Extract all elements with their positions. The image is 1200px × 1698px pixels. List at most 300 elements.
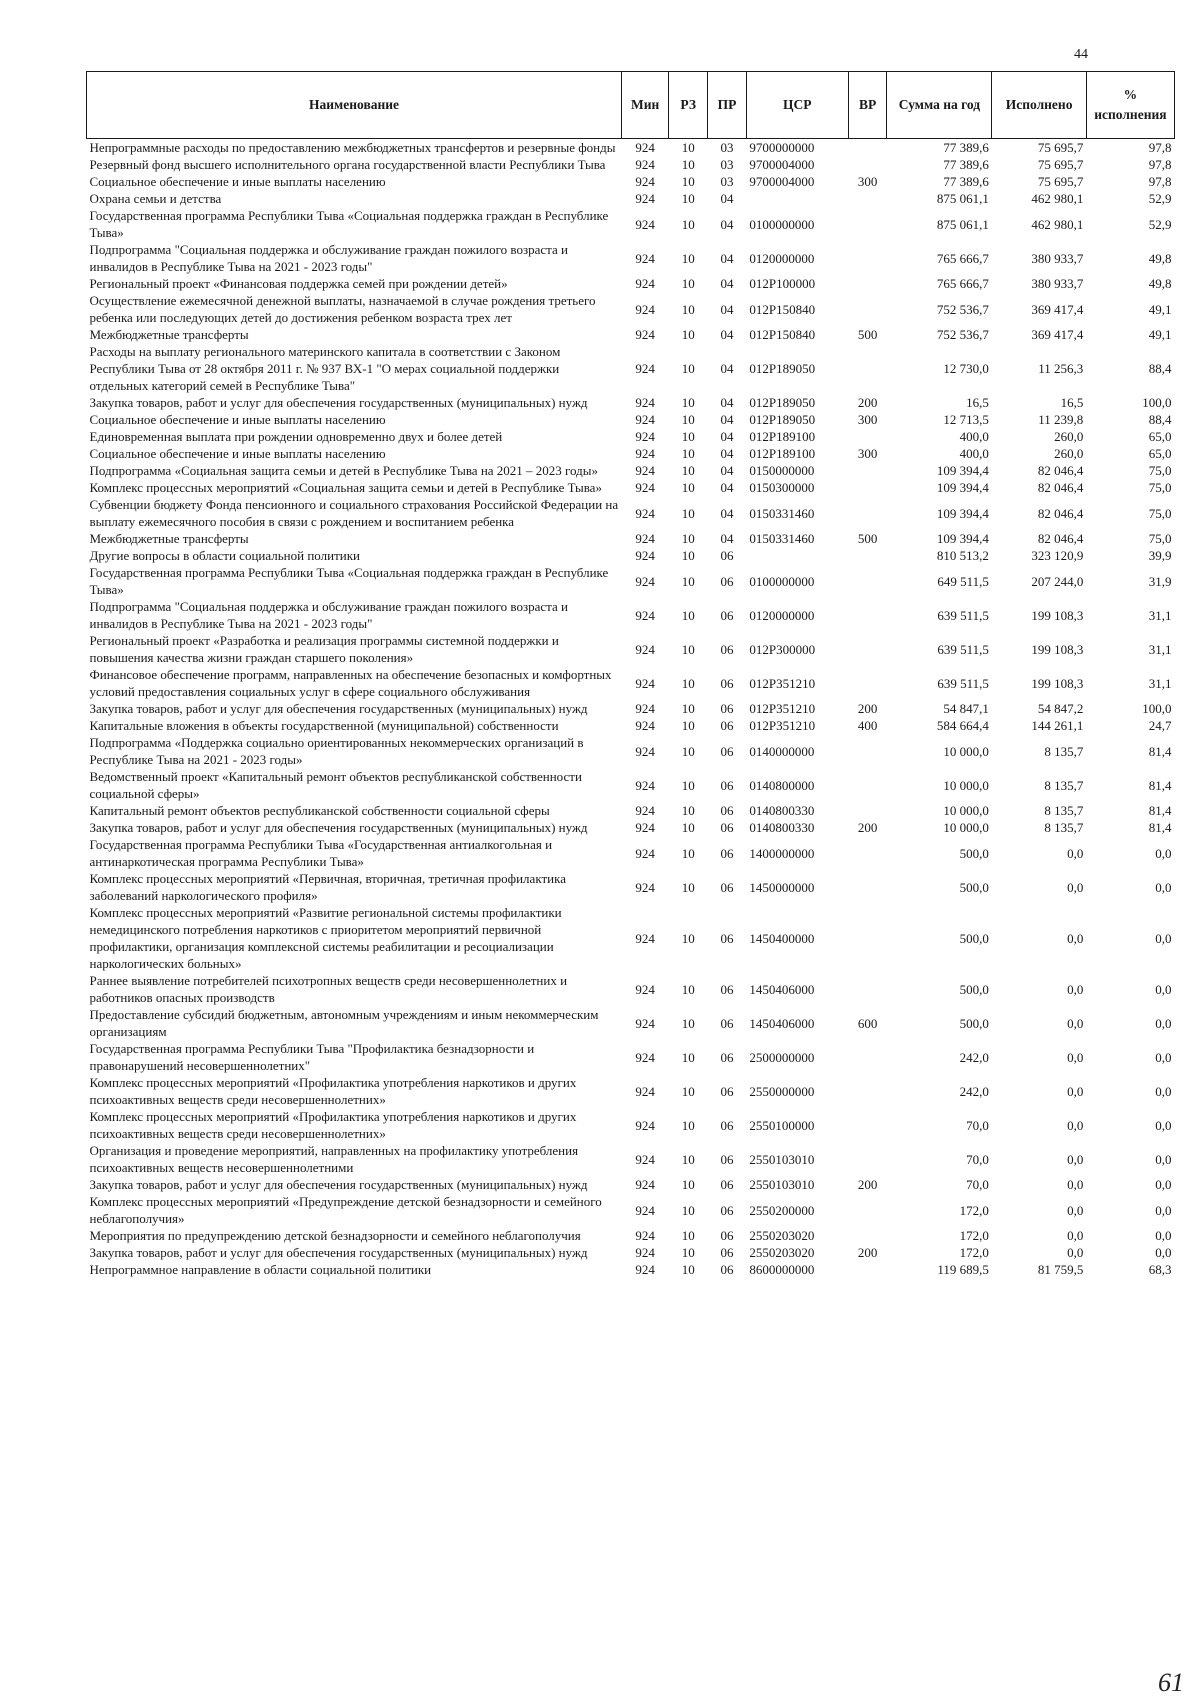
table-row [87, 428, 1175, 445]
row-sum: 77 389,6 [943, 140, 989, 155]
row-name: Комплекс процессных мероприятий «Профилактика употребления наркотиков и других психоактивных веществ среди несовершеннолетних» [89, 1075, 577, 1107]
row-done: 16,5 [1060, 395, 1084, 410]
row-sum: 639 511,5 [937, 641, 989, 657]
row-rz: 10 [681, 480, 695, 495]
row-name: Подпрограмма «Поддержка социально ориентированных некоммерческих организаций в Республике Тыва на 2021 - 2023 годы» [89, 735, 584, 767]
row-sum: 400,0 [959, 429, 989, 444]
row-name: Мероприятия по предупреждению детской безнадзорности и семейного неблагополучия [89, 1228, 581, 1243]
row-min: 924 [635, 463, 655, 478]
table-row [87, 411, 1175, 428]
row-vr [848, 870, 887, 904]
table-row [87, 819, 1175, 836]
table-row [87, 530, 1175, 547]
row-pct: 24,7 [1148, 718, 1172, 733]
row-done: 0,0 [1067, 1015, 1084, 1031]
row-rz: 10 [681, 140, 695, 155]
row-pr: 06 [720, 573, 734, 589]
row-name: Комплекс процессных мероприятий «Профилактика употребления наркотиков и других психоактивных веществ среди несовершеннолетних» [89, 1109, 577, 1141]
row-csr: 1450406000 [749, 981, 815, 997]
row-done: 0,0 [1067, 879, 1084, 895]
row-pr: 06 [720, 803, 734, 818]
header-vr: ВР [848, 72, 887, 139]
row-pct: 68,3 [1148, 1262, 1172, 1277]
row-vr [848, 139, 887, 157]
row-pct: 88,4 [1148, 412, 1172, 427]
row-min: 924 [635, 1228, 655, 1243]
row-vr [848, 666, 887, 700]
header-sum: Сумма на год [887, 72, 992, 139]
row-sum: 70,0 [966, 1177, 989, 1192]
row-vr [848, 564, 887, 598]
row-csr [746, 190, 848, 207]
row-rz: 10 [681, 573, 695, 589]
row-vr: 500 [857, 531, 878, 546]
row-done: 323 120,9 [1031, 548, 1084, 563]
row-csr: 0140800000 [749, 777, 815, 793]
row-vr: 200 [857, 701, 878, 716]
row-rz: 10 [681, 301, 695, 317]
row-csr [746, 547, 848, 564]
row-rz: 10 [681, 276, 695, 291]
row-csr: 012P150840 [749, 327, 816, 342]
row-rz: 10 [681, 641, 695, 657]
table-row [87, 190, 1175, 207]
row-pct: 0,0 [1155, 981, 1172, 997]
row-sum: 875 061,1 [936, 191, 989, 206]
row-min: 924 [635, 395, 655, 410]
table-row [87, 1108, 1175, 1142]
row-name: Комплекс процессных мероприятий «Предупреждение детской безнадзорности и семейного неблагополучия» [89, 1194, 602, 1226]
row-min: 924 [635, 607, 655, 623]
table-row [87, 768, 1175, 802]
row-min: 924 [635, 777, 655, 793]
row-done: 199 108,3 [1031, 675, 1084, 691]
row-done: 0,0 [1067, 1117, 1084, 1133]
row-csr: 012P351210 [749, 675, 816, 691]
row-csr: 8600000000 [749, 1262, 815, 1277]
row-vr [848, 904, 887, 972]
row-name: Государственная программа Республики Тыва «Социальная поддержка граждан в Республике Тыва» [89, 208, 609, 240]
row-name: Закупка товаров, работ и услуг для обеспечения государственных (муниципальных) нужд [89, 1177, 588, 1192]
row-pct: 0,0 [1155, 1245, 1172, 1260]
row-rz: 10 [681, 845, 695, 861]
row-vr [848, 241, 887, 275]
row-pct: 31,9 [1148, 573, 1172, 589]
row-vr [848, 598, 887, 632]
header-name: Наименование [87, 72, 622, 139]
row-sum: 10 000,0 [943, 820, 989, 835]
row-min: 924 [635, 675, 655, 691]
row-sum: 109 394,4 [936, 505, 989, 521]
row-done: 0,0 [1067, 845, 1084, 861]
row-csr: 1450406000 [749, 1015, 815, 1031]
row-name: Государственная программа Республики Тыва «Социальная поддержка граждан в Республике Тыва» [89, 565, 609, 597]
row-pct: 49,1 [1148, 301, 1172, 317]
row-csr: 0150331460 [749, 531, 815, 546]
row-done: 11 256,3 [1038, 361, 1084, 376]
row-rz: 10 [681, 395, 695, 410]
row-csr: 012P189050 [749, 395, 816, 410]
row-rz: 10 [681, 879, 695, 895]
row-pct: 0,0 [1155, 1202, 1172, 1218]
row-min: 924 [635, 361, 655, 376]
row-vr [848, 802, 887, 819]
row-vr: 200 [857, 1177, 878, 1192]
row-done: 199 108,3 [1031, 641, 1084, 657]
row-pr: 04 [720, 361, 734, 376]
row-csr: 2500000000 [749, 1049, 815, 1065]
row-pr: 06 [720, 641, 734, 657]
row-pct: 0,0 [1155, 1083, 1172, 1099]
row-rz: 10 [681, 174, 695, 189]
row-sum: 54 847,1 [943, 701, 989, 716]
row-name: Подпрограмма "Социальная поддержка и обслуживание граждан пожилого возраста и инвалидов в Республике Тыва на 2021 - 2023 годы" [89, 242, 568, 274]
row-rz: 10 [681, 1117, 695, 1133]
row-pct: 0,0 [1155, 1015, 1172, 1031]
row-vr [848, 292, 887, 326]
row-pct: 75,0 [1148, 480, 1172, 495]
row-min: 924 [635, 820, 655, 835]
row-pr: 04 [720, 301, 734, 317]
table-row [87, 564, 1175, 598]
row-sum: 70,0 [966, 1117, 989, 1133]
row-pr: 04 [720, 216, 734, 232]
row-rz: 10 [681, 1202, 695, 1218]
table-row [87, 1244, 1175, 1261]
row-csr: 012P150840 [749, 301, 816, 317]
row-min: 924 [635, 1177, 655, 1192]
row-csr: 1450000000 [749, 879, 815, 895]
row-sum: 70,0 [966, 1151, 989, 1167]
row-pct: 0,0 [1155, 1228, 1172, 1243]
row-name: Организация и проведение мероприятий, направленных на профилактику употребления психоактивных веществ несовершеннолетними [89, 1143, 579, 1175]
row-pr: 04 [720, 395, 734, 410]
row-done: 260,0 [1054, 446, 1084, 461]
row-csr: 012P189100 [749, 446, 816, 461]
row-pr: 06 [720, 718, 734, 733]
row-done: 82 046,4 [1037, 531, 1084, 546]
row-vr [848, 972, 887, 1006]
row-sum: 109 394,4 [936, 531, 989, 546]
row-min: 924 [635, 157, 655, 172]
row-csr: 012P189100 [749, 429, 816, 444]
row-vr: 600 [857, 1015, 878, 1031]
page-number: 44 [1074, 47, 1088, 62]
row-pr: 06 [720, 930, 734, 946]
row-rz: 10 [681, 446, 695, 461]
row-pct: 0,0 [1155, 879, 1172, 895]
row-pr: 06 [720, 1262, 734, 1277]
row-sum: 500,0 [959, 879, 989, 895]
row-name: Субвенции бюджету Фонда пенсионного и социального страхования Российской Федерации на выплату ежемесячного пособия в связи с рождением и воспитанием ребенка [89, 497, 619, 529]
row-csr: 0100000000 [749, 573, 815, 589]
row-min: 924 [635, 743, 655, 759]
row-min: 924 [635, 327, 655, 342]
handwritten-page-mark: 61 [1158, 1668, 1184, 1697]
row-name: Региональный проект «Разработка и реализация программы системной поддержки и повышения качества жизни граждан старшего поколения» [89, 633, 559, 665]
row-sum: 500,0 [959, 845, 989, 861]
row-pct: 31,1 [1148, 607, 1172, 623]
row-csr: 2550203020 [749, 1228, 815, 1243]
row-csr: 0150331460 [749, 505, 815, 521]
header-min: Мин [622, 72, 669, 139]
row-csr: 0140800330 [749, 820, 815, 835]
table-row [87, 156, 1175, 173]
table-row [87, 836, 1175, 870]
row-csr: 9700004000 [749, 157, 815, 172]
row-min: 924 [635, 879, 655, 895]
row-name: Капитальные вложения в объекты государственной (муниципальной) собственности [89, 718, 559, 733]
row-csr: 1400000000 [749, 845, 815, 861]
row-rz: 10 [681, 412, 695, 427]
row-name: Государственная программа Республики Тыва "Профилактика безнадзорности и правонарушений несовершеннолетних" [89, 1041, 535, 1073]
row-min: 924 [635, 1245, 655, 1260]
row-done: 207 244,0 [1031, 573, 1084, 589]
row-min: 924 [635, 845, 655, 861]
row-rz: 10 [681, 548, 695, 563]
table-row [87, 1261, 1175, 1278]
row-csr: 0150300000 [749, 480, 815, 495]
row-pr: 04 [720, 250, 734, 266]
table-row [87, 717, 1175, 734]
row-name: Непрограммное направление в области социальной политики [89, 1262, 432, 1277]
row-pct: 75,0 [1148, 463, 1172, 478]
row-min: 924 [635, 250, 655, 266]
row-csr: 9700004000 [749, 174, 815, 189]
row-vr: 400 [857, 718, 878, 733]
budget-table [86, 71, 1175, 1278]
row-rz: 10 [681, 981, 695, 997]
row-name: Социальное обеспечение и иные выплаты населению [89, 412, 386, 427]
table-row [87, 904, 1175, 972]
row-min: 924 [635, 803, 655, 818]
row-sum: 752 536,7 [936, 301, 989, 317]
row-csr: 012P351210 [749, 701, 816, 716]
table-row [87, 445, 1175, 462]
row-pr: 04 [720, 446, 734, 461]
row-sum: 500,0 [959, 1015, 989, 1031]
row-done: 75 695,7 [1037, 140, 1084, 155]
row-min: 924 [635, 1262, 655, 1277]
row-done: 144 261,1 [1031, 718, 1084, 733]
table-row [87, 1142, 1175, 1176]
table-row [87, 870, 1175, 904]
row-sum: 10 000,0 [943, 743, 989, 759]
row-min: 924 [635, 930, 655, 946]
row-min: 924 [635, 505, 655, 521]
row-pr: 06 [720, 981, 734, 997]
row-name: Финансовое обеспечение программ, направленных на обеспечение безопасных и комфортных условий предоставления социальных услуг в сфере социального обслуживания [89, 667, 612, 699]
row-name: Ведомственный проект «Капитальный ремонт объектов республиканской собственности социальной сферы» [89, 769, 582, 801]
row-csr: 9700000000 [749, 140, 815, 155]
header-csr: ЦСР [746, 72, 848, 139]
row-rz: 10 [681, 1245, 695, 1260]
row-pct: 75,0 [1148, 531, 1172, 546]
row-pr: 06 [720, 743, 734, 759]
row-done: 0,0 [1067, 1202, 1084, 1218]
table-row [87, 292, 1175, 326]
row-sum: 500,0 [959, 981, 989, 997]
row-pr: 04 [720, 276, 734, 291]
row-min: 924 [635, 191, 655, 206]
row-vr [848, 275, 887, 292]
row-sum: 119 689,5 [937, 1262, 989, 1277]
row-name: Комплекс процессных мероприятий «Первичная, вторичная, третичная профилактика заболеваний наркологического профиля» [89, 871, 566, 903]
row-rz: 10 [681, 1049, 695, 1065]
row-done: 81 759,5 [1037, 1262, 1084, 1277]
row-min: 924 [635, 718, 655, 733]
row-name: Осуществление ежемесячной денежной выплаты, назначаемой в случае рождения третьего ребенка или последующих детей до достижения ребенком возраста трех лет [89, 293, 596, 325]
row-pct: 97,8 [1148, 140, 1172, 155]
row-pr: 06 [720, 1245, 734, 1260]
row-min: 924 [635, 531, 655, 546]
table-header-row [87, 72, 1175, 139]
row-pct: 52,9 [1148, 191, 1172, 206]
row-pct: 81,4 [1148, 777, 1172, 793]
row-vr [848, 207, 887, 241]
row-done: 0,0 [1067, 1151, 1084, 1167]
row-sum: 242,0 [959, 1083, 989, 1099]
row-rz: 10 [681, 718, 695, 733]
row-rz: 10 [681, 191, 695, 206]
row-vr [848, 836, 887, 870]
row-name: Закупка товаров, работ и услуг для обеспечения государственных (муниципальных) нужд [89, 1245, 588, 1260]
row-csr: 0120000000 [749, 607, 815, 623]
row-sum: 16,5 [966, 395, 989, 410]
table-row [87, 139, 1175, 157]
row-pct: 0,0 [1155, 845, 1172, 861]
row-min: 924 [635, 1083, 655, 1099]
row-pct: 31,1 [1148, 641, 1172, 657]
row-rz: 10 [681, 157, 695, 172]
row-pr: 04 [720, 505, 734, 521]
row-done: 82 046,4 [1037, 505, 1084, 521]
row-min: 924 [635, 1202, 655, 1218]
row-name: Комплекс процессных мероприятий «Развитие региональной системы профилактики немедицинского потребления наркотиков с приоритетом мероприятий первичной профилактики, организация комплексной системы реабилитации и ресоциализации наркологических больных» [89, 905, 562, 971]
row-vr [848, 632, 887, 666]
table-row [87, 326, 1175, 343]
row-pct: 100,0 [1142, 395, 1172, 410]
row-csr: 2550100000 [749, 1117, 815, 1133]
row-rz: 10 [681, 675, 695, 691]
row-vr: 200 [857, 820, 878, 835]
row-pr: 06 [720, 1177, 734, 1192]
row-done: 0,0 [1067, 930, 1084, 946]
row-done: 75 695,7 [1037, 174, 1084, 189]
row-name: Охрана семьи и детства [89, 191, 222, 206]
row-rz: 10 [681, 1177, 695, 1192]
row-pct: 0,0 [1155, 1049, 1172, 1065]
row-vr: 200 [857, 1245, 878, 1260]
row-min: 924 [635, 1151, 655, 1167]
row-sum: 242,0 [959, 1049, 989, 1065]
row-vr [848, 462, 887, 479]
row-pct: 81,4 [1148, 743, 1172, 759]
row-done: 0,0 [1067, 1177, 1084, 1192]
row-name: Непрограммные расходы по предоставлению межбюджетных трансфертов и резервные фонды [89, 140, 616, 155]
table-row [87, 241, 1175, 275]
row-csr: 012P300000 [749, 641, 816, 657]
row-done: 0,0 [1067, 1245, 1084, 1260]
row-name: Межбюджетные трансферты [89, 531, 249, 546]
row-vr: 300 [857, 412, 878, 427]
row-name: Региональный проект «Финансовая поддержка семей при рождении детей» [89, 276, 508, 291]
row-name: Единовременная выплата при рождении одновременно двух и более детей [89, 429, 503, 444]
table-row [87, 496, 1175, 530]
row-csr: 0150000000 [749, 463, 815, 478]
row-sum: 172,0 [959, 1245, 989, 1260]
table-row [87, 972, 1175, 1006]
row-sum: 10 000,0 [943, 803, 989, 818]
table-row [87, 547, 1175, 564]
row-vr [848, 496, 887, 530]
row-vr [848, 1074, 887, 1108]
row-min: 924 [635, 429, 655, 444]
row-name: Предоставление субсидий бюджетным, автономным учреждениям и иным некоммерческим организациям [89, 1007, 599, 1039]
row-done: 0,0 [1067, 1228, 1084, 1243]
table-row [87, 173, 1175, 190]
row-min: 924 [635, 1015, 655, 1031]
row-min: 924 [635, 446, 655, 461]
table-row [87, 802, 1175, 819]
row-name: Подпрограмма «Социальная защита семьи и детей в Республике Тыва на 2021 – 2023 годы» [89, 463, 599, 478]
row-vr [848, 1227, 887, 1244]
row-rz: 10 [681, 743, 695, 759]
row-rz: 10 [681, 1262, 695, 1277]
row-min: 924 [635, 140, 655, 155]
row-pct: 39,9 [1148, 548, 1172, 563]
row-min: 924 [635, 480, 655, 495]
row-name: Комплекс процессных мероприятий «Социальная защита семьи и детей в Республике Тыва» [89, 480, 602, 495]
row-min: 924 [635, 276, 655, 291]
row-sum: 639 511,5 [937, 607, 989, 623]
row-rz: 10 [681, 531, 695, 546]
row-pr: 06 [720, 820, 734, 835]
row-csr: 2550200000 [749, 1202, 815, 1218]
row-name: Социальное обеспечение и иные выплаты населению [89, 174, 386, 189]
row-name: Раннее выявление потребителей психотропных веществ среди несовершеннолетних и работников опасных производств [89, 973, 568, 1005]
table-row [87, 343, 1175, 394]
row-pct: 75,0 [1148, 505, 1172, 521]
row-sum: 109 394,4 [936, 463, 989, 478]
row-vr [848, 479, 887, 496]
row-done: 8 135,7 [1044, 743, 1084, 759]
row-vr: 300 [857, 446, 878, 461]
row-pct: 49,8 [1148, 276, 1172, 291]
row-pct: 52,9 [1148, 216, 1172, 232]
row-done: 8 135,7 [1044, 820, 1084, 835]
row-rz: 10 [681, 803, 695, 818]
table-row [87, 632, 1175, 666]
row-vr [848, 428, 887, 445]
row-csr: 012P189050 [749, 361, 816, 376]
row-csr: 1450400000 [749, 930, 815, 946]
row-done: 380 933,7 [1031, 250, 1084, 266]
table-row [87, 479, 1175, 496]
row-pct: 0,0 [1155, 1151, 1172, 1167]
row-csr: 2550103010 [749, 1151, 815, 1167]
row-done: 0,0 [1067, 1083, 1084, 1099]
row-pr: 06 [720, 879, 734, 895]
row-sum: 12 730,0 [943, 361, 989, 376]
row-rz: 10 [681, 930, 695, 946]
row-vr [848, 1108, 887, 1142]
table-row [87, 1227, 1175, 1244]
row-pr: 06 [720, 845, 734, 861]
table-body [87, 139, 1175, 1279]
row-rz: 10 [681, 701, 695, 716]
row-vr [848, 156, 887, 173]
